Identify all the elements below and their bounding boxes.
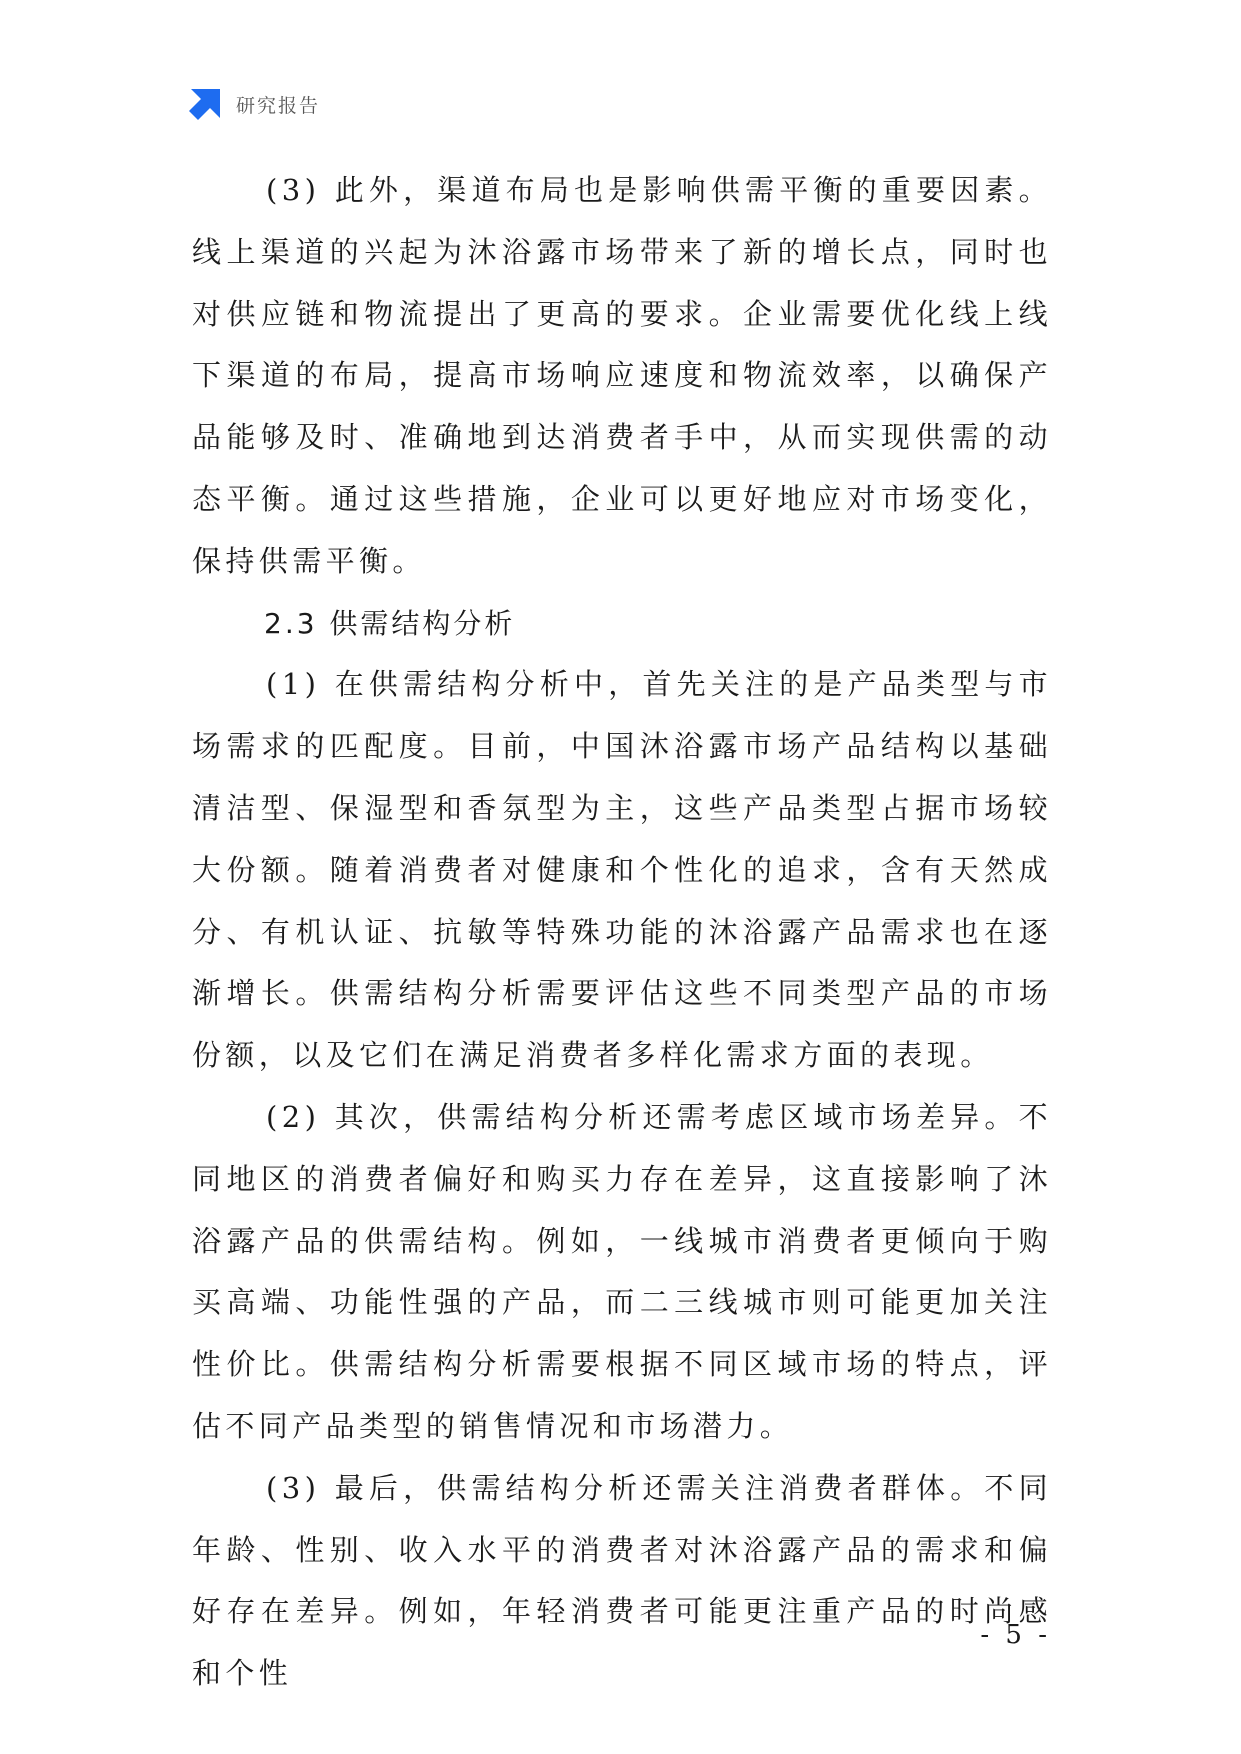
section-heading: 2.3 供需结构分析: [264, 606, 516, 640]
paragraph-consumer-groups: (3) 最后，供需结构分析还需关注消费者群体。不同年龄、性别、收入水平的消费者对沐浴露产品的需求和偏好存在差异。例如，年轻消费者可能更注重产品的时尚感和个性: [192, 1470, 1052, 1691]
paragraph-channel-layout: (3) 此外，渠道布局也是影响供需平衡的重要因素。线上渠道的兴起为沐浴露市场带来了新的增长点，同时也对供应链和物流提出了更高的要求。企业需要优化线上线下渠道的布局，提高市场响应速度和物流效率，以确保产品能够及时、准确地到达消费者手中，从而实现供需的动态平衡。通过这些措施，企业可以更好地应对市场变化，保持供需平衡。: [192, 173, 1052, 578]
header-title: 研究报告: [236, 94, 321, 117]
paragraph-product-type: (1) 在供需结构分析中，首先关注的是产品类型与市场需求的匹配度。目前，中国沐浴露市场产品结构以基础清洁型、保湿型和香氛型为主，这些产品类型占据市场较大份额。随着消费者对健康和个性化的追求，含有天然成分、有机认证、抗敏等特殊功能的沐浴露产品需求也在逐渐增长。供需结构分析需要评估这些不同类型产品的市场份额，以及它们在满足消费者多样化需求方面的表现。: [192, 667, 1052, 1073]
report-header: [188, 86, 320, 122]
page-number: - 5 -: [980, 1620, 1051, 1650]
document-body: [192, 160, 1052, 1705]
arrow-up-right-icon: [188, 87, 222, 121]
paragraph-regional-difference: (2) 其次，供需结构分析还需考虑区域市场差异。不同地区的消费者偏好和购买力存在差异，这直接影响了沐浴露产品的供需结构。例如，一线城市消费者更倾向于购买高端、功能性强的产品，而二三线城市则可能更加关注性价比。供需结构分析需要根据不同区域市场的特点，评估不同产品类型的销售情况和市场潜力。: [192, 1099, 1052, 1443]
